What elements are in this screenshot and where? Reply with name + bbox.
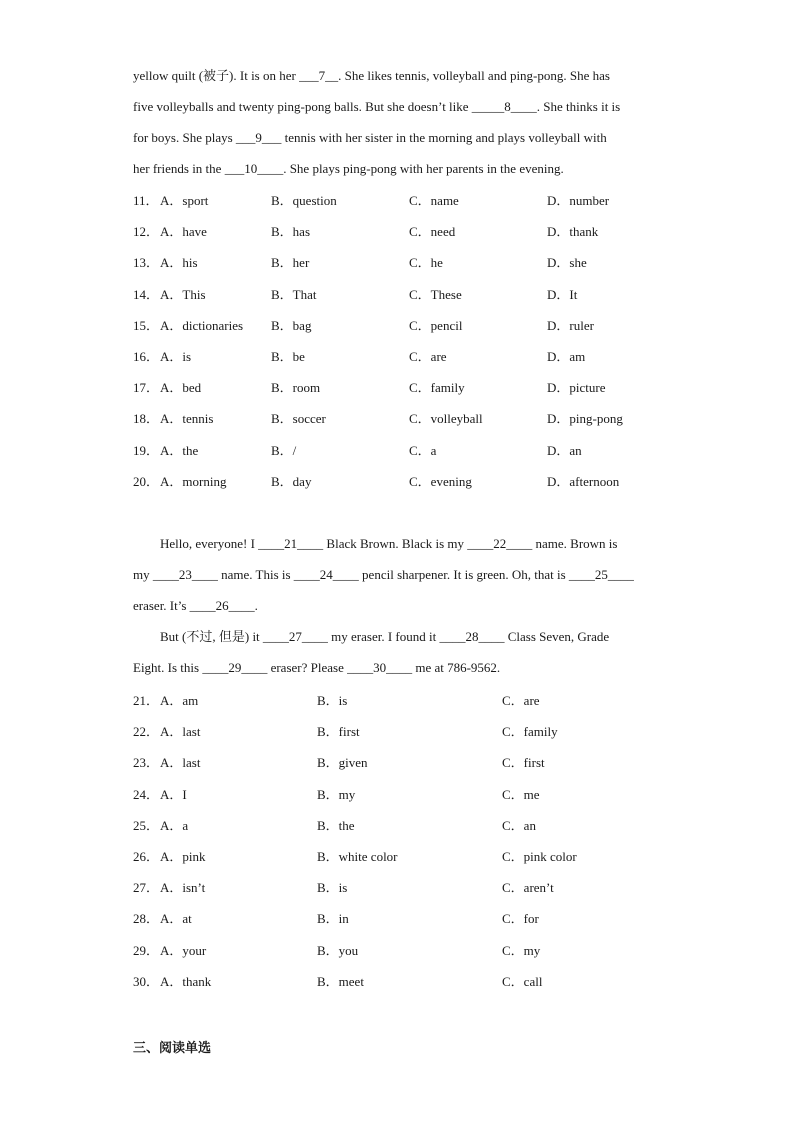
option-b: B．white color	[317, 848, 398, 864]
option-d: D．an	[547, 442, 582, 458]
question-number: 22．	[133, 724, 160, 740]
question-number: 16．	[133, 348, 160, 364]
question-number: 28．	[133, 911, 160, 927]
passage-2-line: But (不过, 但是) it ____27____ my eraser. I found it ____28____ Class Seven, Grade	[160, 629, 610, 644]
question-row	[133, 872, 673, 903]
question-row	[133, 279, 673, 310]
option-d: D．ruler	[547, 317, 594, 333]
option-b: B．her	[271, 255, 310, 271]
question-row	[133, 435, 673, 466]
passage-1-line: five volleyballs and twenty ping-pong balls. But she doesn’t like _____8____. She thinks it is	[133, 99, 621, 114]
question-number: 25．	[133, 817, 160, 833]
section-heading: 三、阅读单选	[133, 1041, 212, 1056]
option-b: B．is	[317, 693, 348, 708]
option-a: A．bed	[160, 380, 202, 396]
option-d: D．ping-pong	[547, 411, 623, 427]
option-d: D．afternoon	[547, 473, 620, 489]
question-row	[133, 403, 673, 434]
option-c: C．first	[502, 755, 545, 771]
option-a: A．last	[160, 724, 201, 740]
question-row	[133, 935, 673, 966]
option-d: D．It	[547, 286, 578, 302]
question-row	[133, 310, 673, 341]
passage-2-line: Hello, everyone! I ____21____ Black Brown. Black is my ____22____ name. Brown is	[160, 536, 618, 551]
question-number: 30．	[133, 973, 160, 989]
option-a: A．I	[160, 786, 187, 802]
question-row	[133, 966, 673, 997]
question-list-1	[133, 185, 673, 497]
question-row	[133, 903, 673, 934]
option-c: C．need	[409, 224, 456, 240]
question-number: 27．	[133, 880, 160, 896]
option-a: A．thank	[160, 973, 212, 989]
option-c: C．name	[409, 193, 459, 208]
option-d: D．am	[547, 348, 586, 364]
option-c: C．pencil	[409, 317, 463, 333]
option-a: A．his	[160, 255, 198, 271]
question-row	[133, 216, 673, 247]
option-b: B．day	[271, 473, 312, 489]
option-b: B．/	[271, 442, 297, 458]
option-a: A．dictionaries	[160, 317, 244, 333]
question-number: 21．	[133, 693, 160, 708]
question-number: 29．	[133, 942, 160, 958]
option-a: A．morning	[160, 473, 227, 489]
question-row	[133, 779, 673, 810]
question-number: 18．	[133, 411, 160, 427]
option-c: C．are	[502, 693, 540, 708]
question-number: 17．	[133, 380, 160, 396]
option-c: C．a	[409, 442, 437, 458]
question-row	[133, 466, 673, 497]
question-number: 11．	[133, 193, 159, 208]
question-number: 15．	[133, 317, 160, 333]
question-number: 24．	[133, 786, 160, 802]
option-c: C．call	[502, 973, 543, 989]
option-c: C．he	[409, 255, 443, 271]
option-b: B．question	[271, 193, 337, 208]
option-a: A．isn’t	[160, 880, 206, 896]
question-row	[133, 247, 673, 278]
option-a: A．am	[160, 693, 199, 708]
option-a: A．pink	[160, 848, 206, 864]
option-a: A．at	[160, 911, 192, 927]
question-number: 14．	[133, 286, 160, 302]
option-b: B．room	[271, 380, 321, 396]
option-d: D．she	[547, 255, 587, 271]
option-c: C．are	[409, 348, 447, 364]
passage-1-line: her friends in the ___10____. She plays ping-pong with her parents in the evening.	[133, 161, 564, 176]
question-row	[133, 747, 673, 778]
option-a: A．is	[160, 348, 192, 364]
option-a: A．your	[160, 942, 207, 958]
option-a: A．sport	[160, 193, 209, 208]
option-a: A．the	[160, 442, 199, 458]
option-b: B．be	[271, 348, 305, 364]
option-c: C．me	[502, 786, 540, 802]
question-row	[133, 341, 673, 372]
passage-2-line: Eight. Is this ____29____ eraser? Please ____30____ me at 786-9562.	[133, 660, 501, 675]
option-d: D．thank	[547, 224, 599, 240]
option-b: B．has	[271, 224, 311, 240]
option-b: B．soccer	[271, 411, 326, 427]
question-number: 12．	[133, 224, 160, 240]
passage-1-line: yellow quilt (被子). It is on her ___7__. She likes tennis, volleyball and ping-pong. She has	[133, 68, 610, 83]
option-b: B．in	[317, 911, 349, 927]
option-b: B．That	[271, 286, 317, 302]
option-c: C．volleyball	[409, 411, 483, 427]
passage-1-line: for boys. She plays ___9___ tennis with her sister in the morning and plays volleyball with	[133, 130, 607, 145]
option-c: C．family	[409, 380, 465, 396]
option-a: A．tennis	[160, 411, 214, 427]
option-b: B．bag	[271, 317, 312, 333]
option-b: B．the	[317, 817, 355, 833]
question-number: 26．	[133, 848, 160, 864]
option-c: C．pink color	[502, 848, 577, 864]
option-a: A．last	[160, 755, 201, 771]
option-b: B．you	[317, 942, 359, 958]
question-row	[133, 372, 673, 403]
option-d: D．picture	[547, 380, 606, 396]
question-row	[133, 716, 673, 747]
option-d: D．number	[547, 193, 610, 208]
option-a: A．a	[160, 817, 189, 833]
question-list-2	[133, 685, 673, 997]
question-number: 19．	[133, 442, 160, 458]
question-row	[133, 685, 673, 716]
passage-2	[133, 528, 661, 683]
option-c: C．These	[409, 286, 462, 302]
option-c: C．evening	[409, 473, 472, 489]
question-number: 20．	[133, 473, 160, 489]
option-a: A．have	[160, 224, 207, 240]
option-b: B．is	[317, 880, 348, 896]
option-c: C．an	[502, 817, 536, 833]
option-c: C．family	[502, 724, 558, 740]
option-a: A．This	[160, 286, 206, 302]
option-b: B．my	[317, 786, 356, 802]
passage-2-line: eraser. It’s ____26____.	[133, 598, 258, 613]
question-number: 23．	[133, 755, 160, 771]
question-row	[133, 841, 673, 872]
question-row	[133, 185, 673, 216]
question-number: 13．	[133, 255, 160, 271]
option-c: C．for	[502, 911, 539, 927]
passage-1	[133, 60, 661, 184]
option-c: C．my	[502, 942, 541, 958]
option-b: B．given	[317, 755, 368, 771]
option-b: B．meet	[317, 973, 364, 989]
option-c: C．aren’t	[502, 880, 554, 896]
option-b: B．first	[317, 724, 360, 740]
passage-2-line: my ____23____ name. This is ____24____ pencil sharpener. It is green. Oh, that is ____25____	[133, 567, 634, 582]
question-row	[133, 810, 673, 841]
